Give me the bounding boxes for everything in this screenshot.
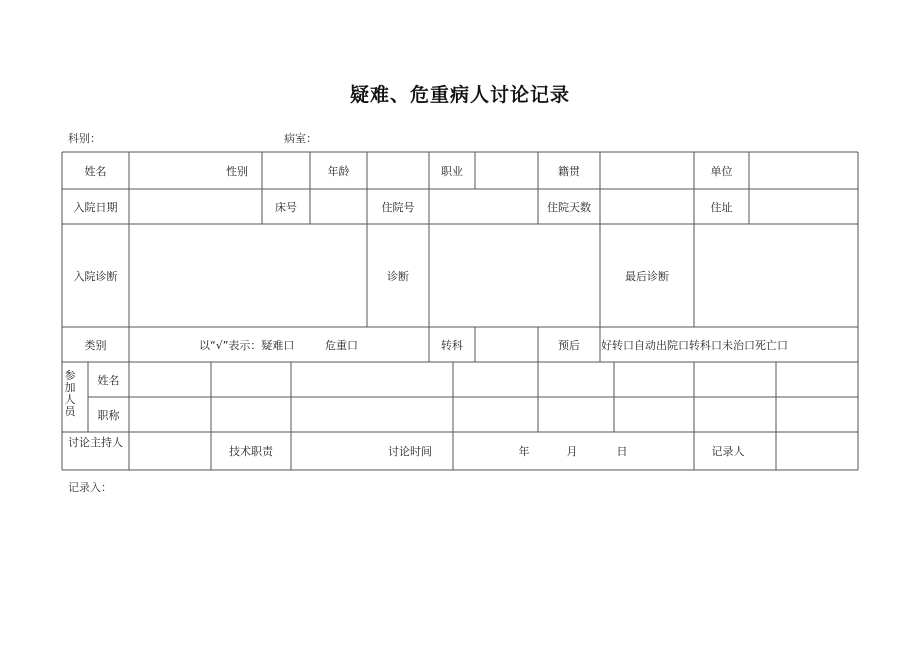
label-admission-date: 入院日期 [73, 200, 118, 214]
label-occupation: 职业 [441, 164, 463, 178]
label-participant-title: 职称 [97, 408, 120, 422]
label-bed-no: 床号 [275, 200, 297, 214]
label-final-diagnosis: 最后诊断 [625, 269, 669, 283]
category-option-critical: 危重口 [325, 338, 358, 352]
label-admission-diagnosis: 入院诊断 [73, 269, 118, 283]
label-days-in-hospital: 住院天数 [547, 200, 591, 214]
label-day: 日 [616, 445, 628, 458]
label-recorder: 记录人 [711, 445, 745, 458]
category-hint-difficult: 以“√”表示：疑难口 [199, 338, 295, 352]
label-diagnosis: 诊断 [387, 269, 409, 283]
department-label: 科别： [68, 132, 101, 145]
label-admission-no: 住院号 [381, 200, 415, 214]
label-address: 住址 [710, 200, 733, 214]
label-name: 姓名 [84, 164, 107, 178]
label-participant-name: 姓名 [97, 373, 120, 387]
label-discussion-time: 讨论时间 [388, 445, 432, 458]
label-tech-title: 技术职责 [229, 445, 273, 458]
label-sex: 性别 [226, 164, 248, 178]
label-prognosis: 预后 [558, 338, 580, 352]
label-age: 年龄 [327, 164, 350, 178]
page-title: 疑难、危重病人讨论记录 [349, 84, 570, 106]
label-month: 月 [566, 445, 578, 458]
label-category: 类别 [84, 338, 107, 352]
label-year: 年 [518, 445, 530, 458]
ward-label: 病室： [284, 132, 317, 145]
prognosis-options: 好转口自动出院口转科口未治口死亡口 [601, 338, 788, 352]
label-transfer: 转科 [441, 338, 463, 352]
footer-recorder-label: 记录入： [68, 481, 112, 494]
label-native-place: 籍贯 [558, 164, 580, 178]
participants-group-label: 参 加 人 员 [64, 369, 76, 418]
label-employer: 单位 [710, 164, 733, 178]
label-discussion-host: 讨论主持人 [68, 436, 123, 449]
